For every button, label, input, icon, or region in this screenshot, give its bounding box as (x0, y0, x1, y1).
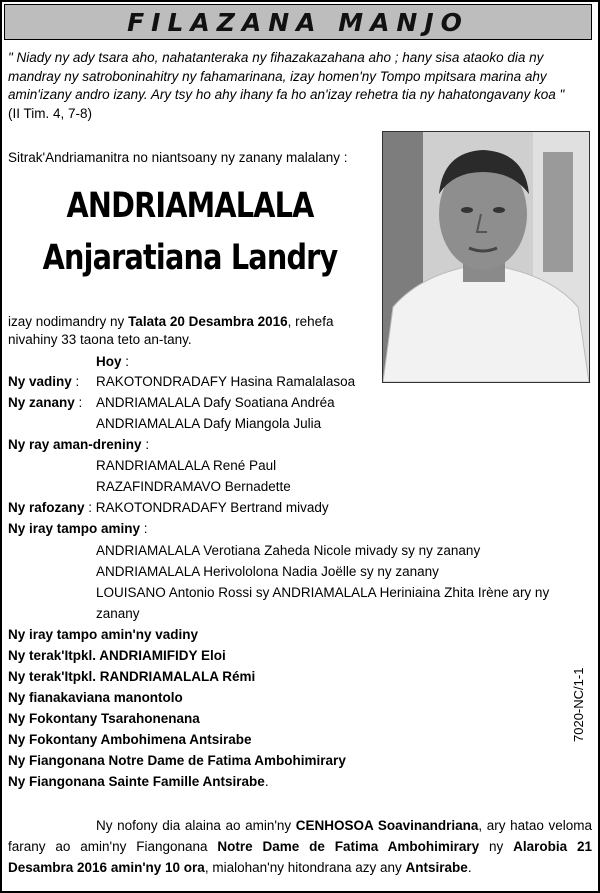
other-mourner-last (8, 773, 269, 791)
other-mourner: Ny Fiangonana Notre Dame de Fatima Ambohimirary (8, 753, 346, 768)
parents-label (8, 436, 149, 454)
children-sep: : (74, 395, 83, 410)
death-date: Talata 20 Desambra 2016 (128, 314, 288, 329)
other-mourner: Ny fianakaviana manontolo (8, 690, 183, 705)
spouse-label-text: Ny vadiny (8, 374, 72, 389)
funeral-arrangements (8, 815, 592, 878)
final-bold: Alarobia 21 Desambra 2016 amin'ny 10 ora (8, 839, 593, 875)
parent-name: RAZAFINDRAMAVO Bernadette (96, 479, 291, 494)
other-mourner: Ny terak'Itpkl. RANDRIAMALALA Rémi (8, 669, 256, 684)
in-laws-label: Ny rafozany (8, 500, 85, 515)
final-bold: Antsirabe (405, 860, 468, 875)
reference-code: 7020-NC/1-1 (571, 667, 586, 742)
other-mourner-end: . (264, 774, 269, 789)
other-mourner: Ny Fiangonana Sainte Famille Antsirabe (8, 774, 265, 789)
deceased-given-name: Anjaratiana Landry (42, 238, 338, 278)
sibling-entry: zanany (96, 606, 140, 621)
in-laws-line (8, 499, 329, 517)
death-statement (8, 313, 374, 349)
header-banner (4, 4, 592, 40)
parents-sep: : (141, 437, 150, 452)
spouse-name: RAKOTONDRADAFY Hasina Ramalalasoa (96, 374, 356, 389)
final-text: Ny nofony dia alaina ao amin'ny (96, 818, 296, 833)
verse-reference: (II Tim. 4, 7-8) (8, 105, 93, 121)
other-mourner: Ny terak'Itpkl. ANDRIAMIFIDY Eloi (8, 648, 226, 663)
final-text: , mialohan'ny hitondrana azy any (204, 860, 406, 875)
final-bold: Notre Dame de Fatima Ambohimirary (217, 839, 480, 854)
siblings-label (8, 520, 148, 538)
sibling-entry: ANDRIAMALALA Herivololona Nadia Joëlle sy ny zanany (96, 564, 439, 579)
final-text: . (467, 860, 472, 875)
parents-label-text: Ny ray aman-dreniny (8, 437, 142, 452)
final-text: ny (479, 839, 514, 854)
verse-text: " Niady ny ady tsara aho, nahatanteraka ny fihazakazahana aho ; hany sisa ataoko dia ny mandray ny satroboninahitry ny fahamarinana, izay homen'ny Tompo mpitsara marina ahy amin'izany andro izany. Ary tsy ho ahy ihany fa ho an'izay rehetra tia ny hahatongavany koa " (8, 50, 565, 102)
child-name: ANDRIAMALALA Dafy Soatiana Andréa (96, 395, 335, 410)
final-text: , ary hatao veloma farany ao amin'ny Fiangonana (8, 818, 592, 854)
final-bold: CENHOSOA Soavinandriana (295, 818, 479, 833)
spouse-label (8, 373, 79, 391)
siblings-sep: : (140, 521, 148, 536)
death-pre: izay nodimandry ny (8, 314, 129, 329)
children-label-text: Ny zanany (8, 395, 75, 410)
children-label (8, 394, 82, 412)
other-mourner: Ny Fokontany Tsarahonenana (8, 711, 200, 726)
other-mourner: Ny Fokontany Ambohimena Antsirabe (8, 732, 252, 747)
bible-verse (8, 49, 592, 123)
in-laws-names: : RAKOTONDRADAFY Bertrand mivady (84, 500, 329, 515)
hoy-colon: : (121, 354, 130, 369)
siblings-label-text: Ny iray tampo aminy (8, 521, 141, 536)
sibling-entry: ANDRIAMALALA Verotiana Zaheda Nicole mivady sy ny zanany (96, 543, 481, 558)
other-mourner: Ny iray tampo amin'ny vadiny (8, 627, 199, 642)
deceased-surname: ANDRIAMALALA (66, 186, 314, 226)
death-post: , rehefa (287, 314, 334, 329)
spouse-sep: : (71, 374, 80, 389)
parent-name: RANDRIAMALALA René Paul (96, 458, 277, 473)
hoy-label: Hoy (96, 354, 122, 369)
child-name: ANDRIAMALALA Dafy Miangola Julia (96, 416, 322, 431)
header-title: FILAZANA MANJO (127, 7, 469, 37)
portrait-photo (382, 131, 590, 383)
hoy-line (96, 353, 129, 371)
intro-line: Sitrak'Andriamanitra no niantsoany ny zanany malalany : (8, 150, 348, 165)
sibling-entry: LOUISANO Antonio Rossi sy ANDRIAMALALA Heriniaina Zhita Irène ary ny (96, 585, 550, 600)
death-line2: nivahiny 33 taona teto an-tany. (8, 332, 192, 347)
